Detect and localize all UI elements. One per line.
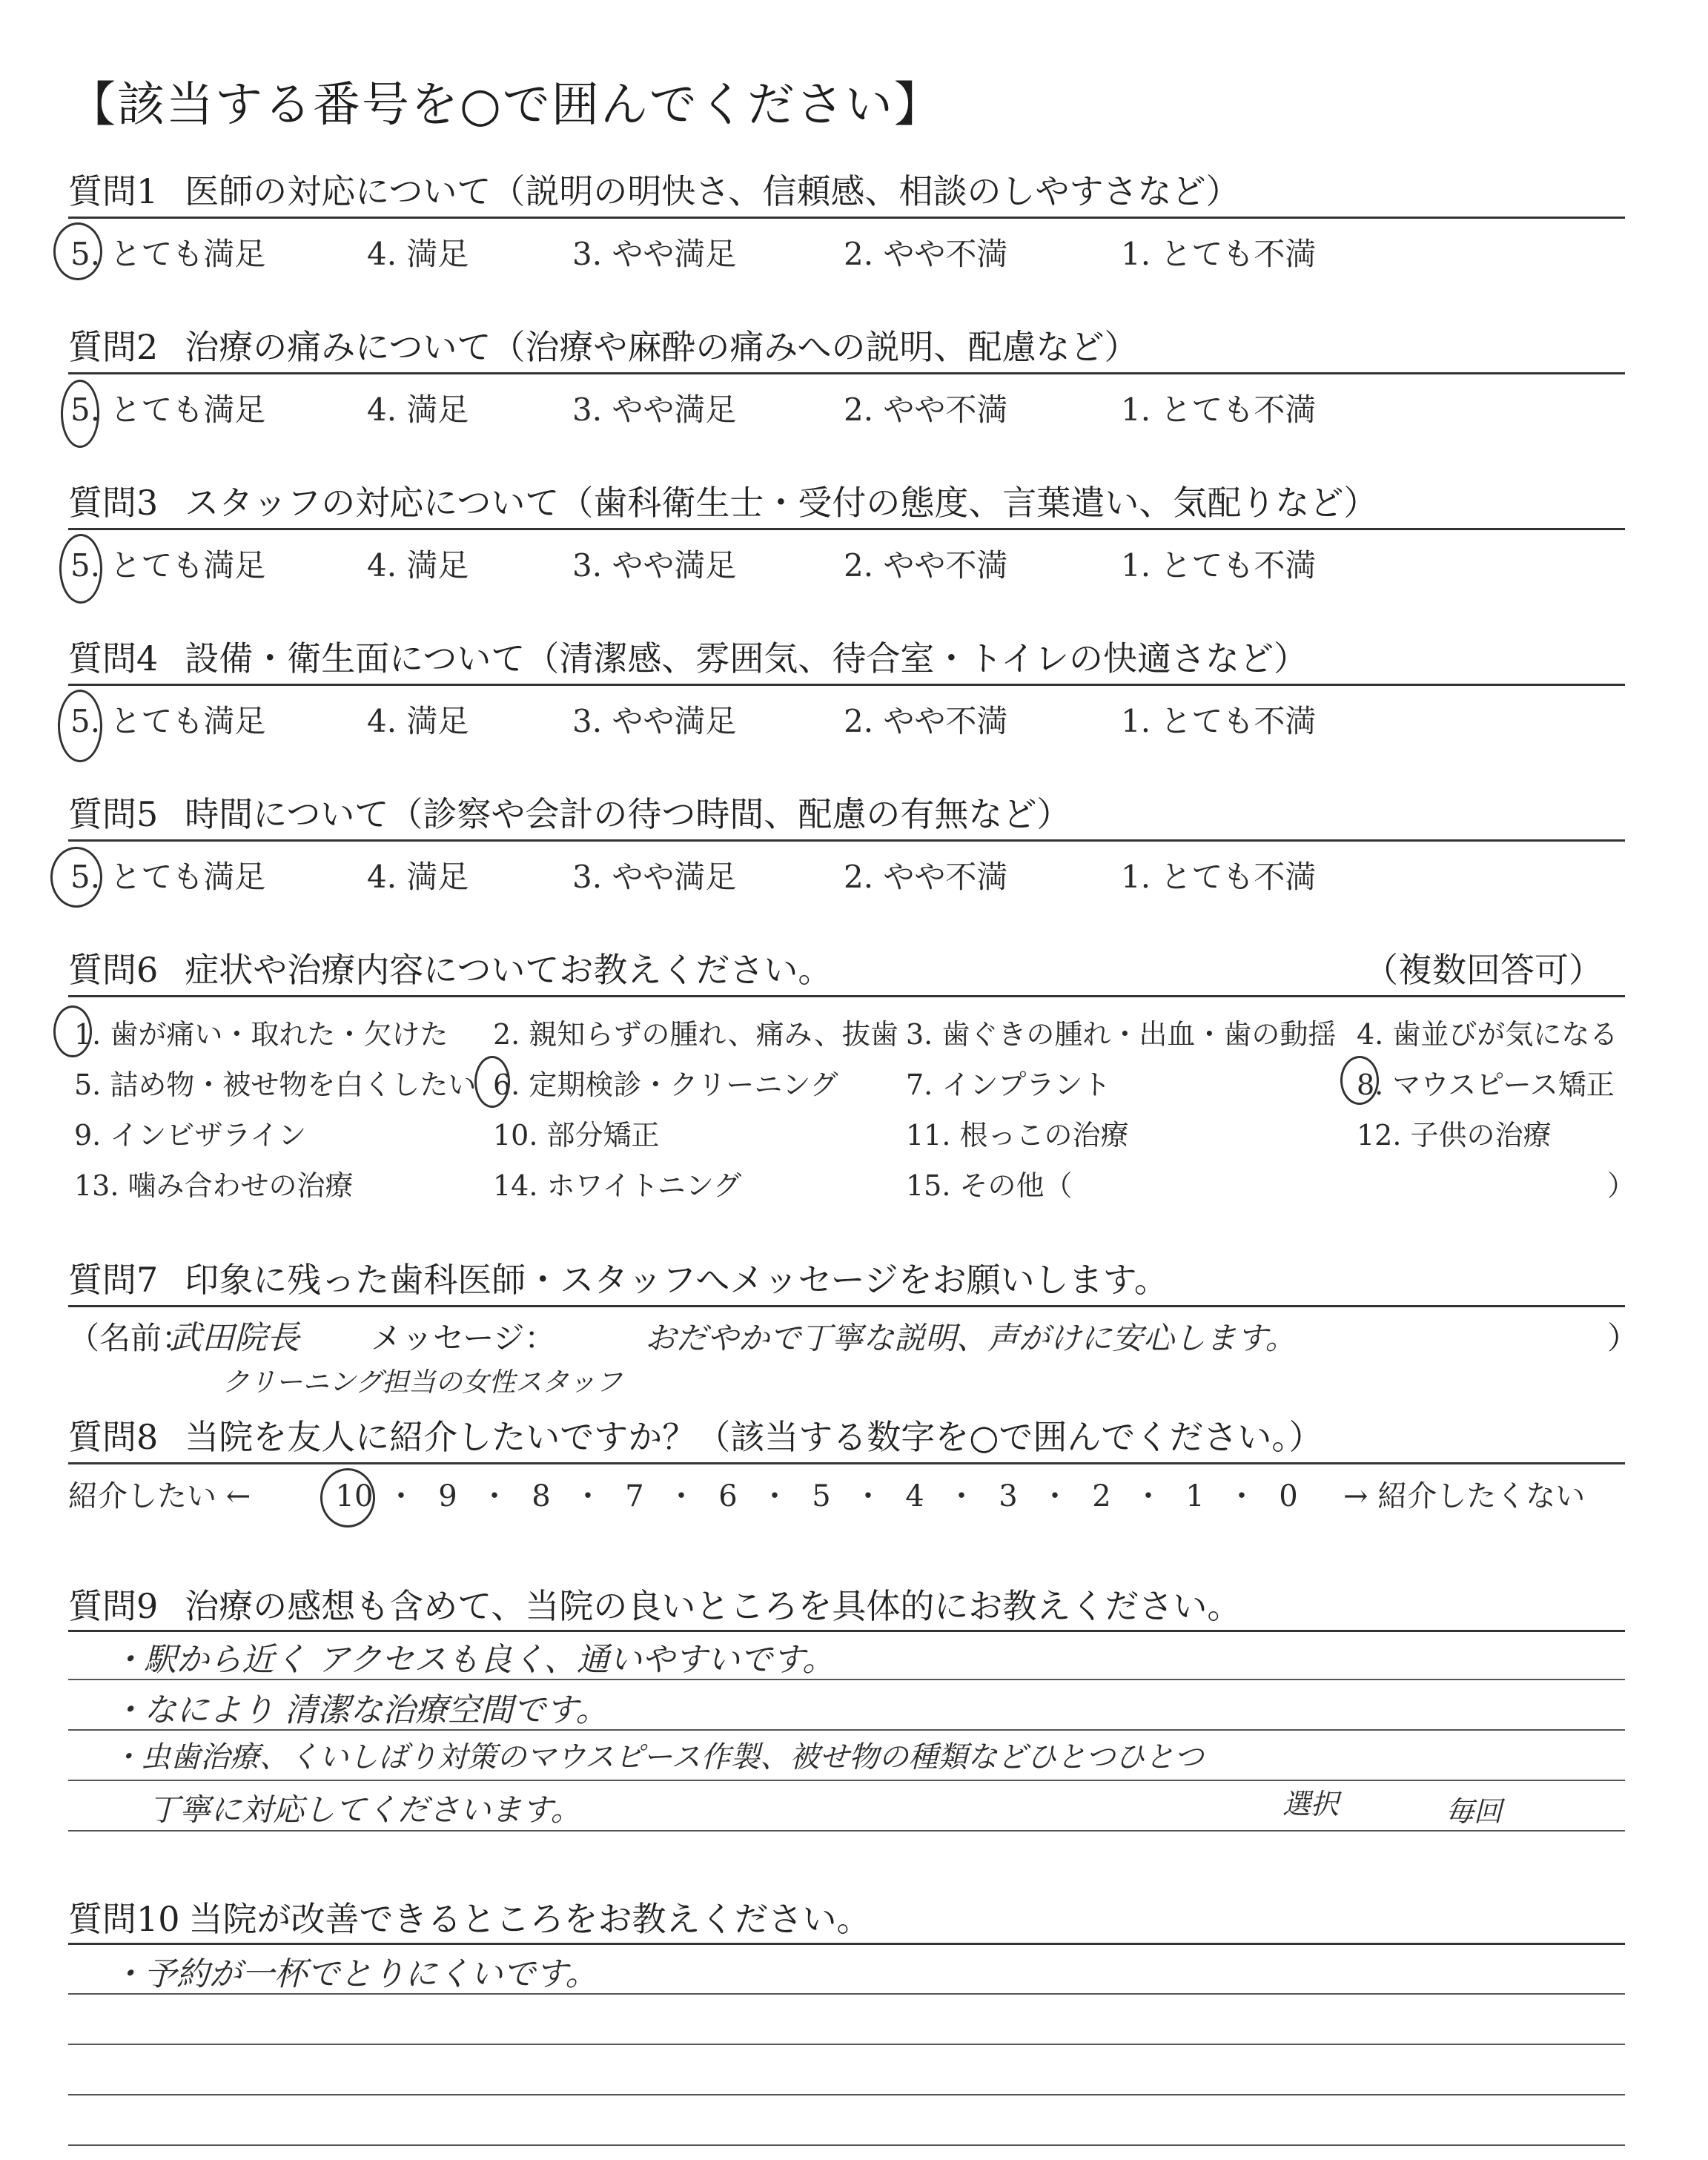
question-9-label: 質問9 bbox=[68, 1586, 159, 1626]
q8-left-label: 紹介したい ← bbox=[68, 1479, 251, 1513]
q8-separator: ・ bbox=[1227, 1479, 1257, 1513]
q3-selected-circle bbox=[59, 534, 102, 604]
q8-separator: ・ bbox=[1133, 1479, 1163, 1513]
question-9-text: 治療の感想も含めて、当院の良いところを具体的にお教えください。 bbox=[185, 1586, 1242, 1626]
q5-option-3[interactable]: 3. やや満足 bbox=[572, 859, 737, 895]
question-5-text: 時間について（診察や会計の待つ時間、配慮の有無など） bbox=[185, 794, 1071, 834]
question-8-label: 質問8 bbox=[68, 1417, 159, 1457]
q6-option-7[interactable]: 7. インプラント bbox=[906, 1069, 1111, 1101]
q6-option-5[interactable]: 5. 詰め物・被せ物を白くしたい bbox=[74, 1069, 477, 1101]
q8-separator: ・ bbox=[760, 1479, 790, 1513]
q2-option-4[interactable]: 4. 満足 bbox=[367, 392, 469, 428]
q10-line-rule-4 bbox=[68, 2144, 1625, 2146]
q8-value-4[interactable]: 4 bbox=[905, 1479, 924, 1513]
question-1-title bbox=[68, 165, 1240, 214]
question-2-rule bbox=[68, 372, 1625, 374]
q5-option-2[interactable]: 2. やや不満 bbox=[844, 859, 1008, 895]
question-4-text: 設備・衛生面について（清潔感、雰囲気、待合室・トイレの快適さなど） bbox=[185, 638, 1308, 678]
question-1-rule bbox=[68, 217, 1625, 219]
question-7-title bbox=[68, 1253, 1168, 1302]
q6-option-10[interactable]: 10. 部分矯正 bbox=[493, 1119, 660, 1152]
page-header: 【該当する番号を○で囲んでください】 bbox=[68, 78, 943, 133]
question-6-label: 質問6 bbox=[68, 950, 159, 990]
q6-option-9[interactable]: 9. インビザライン bbox=[74, 1119, 307, 1152]
question-5-label: 質問5 bbox=[68, 794, 159, 834]
question-10-label: 質問10 bbox=[68, 1899, 180, 1939]
question-1-label: 質問1 bbox=[68, 171, 159, 211]
q8-value-6[interactable]: 6 bbox=[718, 1479, 738, 1513]
question-7-text: 印象に残った歯科医師・スタッフへメッセージをお願いします。 bbox=[185, 1260, 1168, 1300]
q3-option-5[interactable]: 5. とても満足 bbox=[70, 547, 266, 584]
q8-separator: ・ bbox=[1040, 1479, 1070, 1513]
q4-selected-circle bbox=[58, 690, 102, 762]
q5-option-1[interactable]: 1. とても不満 bbox=[1121, 859, 1317, 895]
q5-selected-circle bbox=[50, 847, 102, 908]
q9-annotation-2: 毎回 bbox=[1446, 1795, 1503, 1828]
q6-option-12[interactable]: 12. 子供の治療 bbox=[1357, 1119, 1552, 1152]
q9-annotation-1: 選択 bbox=[1282, 1788, 1340, 1820]
q1-option-5[interactable]: 5. とても満足 bbox=[70, 236, 266, 272]
q4-option-3[interactable]: 3. やや満足 bbox=[572, 703, 737, 739]
question-3-title bbox=[68, 476, 1377, 525]
q1-option-1[interactable]: 1. とても不満 bbox=[1121, 236, 1317, 272]
q6-other-close: ） bbox=[1607, 1169, 1636, 1202]
q1-selected-circle bbox=[53, 222, 102, 280]
question-8-title bbox=[68, 1410, 1323, 1459]
q2-option-1[interactable]: 1. とても不満 bbox=[1121, 392, 1317, 428]
q2-option-2[interactable]: 2. やや不満 bbox=[844, 392, 1008, 428]
q7-message-value[interactable]: おだやかで丁寧な説明、声がけに安心します。 bbox=[645, 1320, 1297, 1356]
question-8-text: 当院を友人に紹介したいですか？（該当する数字を○で囲んでください。） bbox=[185, 1417, 1323, 1457]
q2-selected-circle bbox=[61, 380, 99, 448]
q10-line-rule-2 bbox=[68, 2044, 1625, 2045]
question-9-title bbox=[68, 1579, 1241, 1628]
q6-option-15[interactable]: 15. その他（ bbox=[906, 1169, 1073, 1202]
question-6-text: 症状や治療内容についてお教えください。 bbox=[185, 950, 833, 990]
q8-separator: ・ bbox=[480, 1479, 509, 1513]
q7-name-value-2[interactable]: クリーニング担当の女性スタッフ bbox=[222, 1367, 623, 1398]
q1-option-2[interactable]: 2. やや不満 bbox=[844, 236, 1008, 272]
q8-value-8[interactable]: 8 bbox=[532, 1479, 551, 1513]
question-2-label: 質問2 bbox=[68, 327, 159, 367]
q4-option-1[interactable]: 1. とても不満 bbox=[1121, 703, 1317, 739]
q6-option-14[interactable]: 14. ホワイトニング bbox=[493, 1169, 742, 1202]
q3-option-1[interactable]: 1. とても不満 bbox=[1121, 547, 1317, 584]
question-5-title bbox=[68, 787, 1070, 836]
question-7-label: 質問7 bbox=[68, 1260, 159, 1300]
q4-option-5[interactable]: 5. とても満足 bbox=[70, 703, 266, 739]
q9-answer-line-3[interactable]: ・虫歯治療、くいしばり対策のマウスピース作製、被せ物の種類などひとつひとつ bbox=[111, 1740, 1204, 1774]
question-10-text: 当院が改善できるところをお教えください。 bbox=[188, 1899, 871, 1939]
q8-value-3[interactable]: 3 bbox=[999, 1479, 1018, 1513]
question-3-label: 質問3 bbox=[68, 483, 159, 523]
q8-value-1[interactable]: 1 bbox=[1185, 1479, 1205, 1513]
question-8-rule bbox=[68, 1462, 1625, 1464]
q10-answer-line-1[interactable]: ・予約が一杯でとりにくいです。 bbox=[111, 1955, 598, 1993]
q8-value-0[interactable]: 0 bbox=[1279, 1479, 1298, 1513]
q8-value-9[interactable]: 9 bbox=[438, 1479, 457, 1513]
question-10-title bbox=[68, 1892, 871, 1941]
q3-option-3[interactable]: 3. やや満足 bbox=[572, 547, 737, 584]
question-2-title bbox=[68, 320, 1138, 369]
question-2-text: 治療の痛みについて（治療や麻酔の痛みへの説明、配慮など） bbox=[185, 327, 1139, 367]
q3-option-4[interactable]: 4. 満足 bbox=[367, 547, 469, 584]
q6-option-6[interactable]: 6. 定期検診・クリーニング bbox=[493, 1069, 838, 1101]
q6-option-1[interactable]: 1. 歯が痛い・取れた・欠けた bbox=[74, 1018, 448, 1051]
question-9-rule bbox=[68, 1630, 1625, 1632]
q8-separator: ・ bbox=[853, 1479, 883, 1513]
q5-option-5[interactable]: 5. とても満足 bbox=[70, 859, 266, 895]
q3-option-2[interactable]: 2. やや不満 bbox=[844, 547, 1008, 584]
question-3-text: スタッフの対応について（歯科衛生士・受付の態度、言葉遣い、気配りなど） bbox=[185, 483, 1378, 523]
q6-selected-circle-6 bbox=[474, 1056, 510, 1108]
q8-separator: ・ bbox=[573, 1479, 603, 1513]
question-6-rule bbox=[68, 995, 1625, 997]
q6-option-3[interactable]: 3. 歯ぐきの腫れ・出血・歯の動揺 bbox=[906, 1018, 1337, 1051]
q4-option-4[interactable]: 4. 満足 bbox=[367, 703, 469, 739]
q8-value-2[interactable]: 2 bbox=[1092, 1479, 1111, 1513]
q7-message-label: メッセージ： bbox=[371, 1320, 556, 1356]
q8-right-label: → 紹介したくない bbox=[1343, 1479, 1586, 1513]
q2-option-3[interactable]: 3. やや満足 bbox=[572, 392, 737, 428]
q9-answer-line-2[interactable]: ・なにより 清潔な治療空間です。 bbox=[111, 1691, 609, 1729]
q8-value-5[interactable]: 5 bbox=[812, 1479, 831, 1513]
q10-line-rule-3 bbox=[68, 2094, 1625, 2095]
q8-scale bbox=[334, 1473, 1309, 1515]
q6-option-4[interactable]: 4. 歯並びが気になる bbox=[1357, 1018, 1618, 1051]
q2-option-5[interactable]: 5. とても満足 bbox=[70, 392, 266, 428]
q8-selected-circle bbox=[320, 1468, 375, 1527]
q6-selected-circle-8 bbox=[1340, 1056, 1379, 1105]
question-4-label: 質問4 bbox=[68, 638, 159, 678]
q7-name-label: （名前： bbox=[68, 1320, 193, 1356]
q8-separator: ・ bbox=[386, 1479, 416, 1513]
q7-close-paren: ） bbox=[1607, 1320, 1639, 1356]
question-4-title bbox=[68, 632, 1308, 681]
question-6-title bbox=[68, 943, 832, 992]
q6-selected-circle-1 bbox=[53, 1005, 92, 1057]
q9-answer-line-1[interactable]: ・駅から近く アクセスも良く、通いやすいです。 bbox=[111, 1641, 835, 1679]
q7-name-value[interactable]: 武田院長 bbox=[169, 1319, 299, 1357]
question-5-rule bbox=[68, 839, 1625, 842]
question-4-rule bbox=[68, 684, 1625, 686]
q1-option-4[interactable]: 4. 満足 bbox=[367, 236, 469, 272]
q8-separator: ・ bbox=[666, 1479, 696, 1513]
q6-option-8[interactable]: 8. マウスピース矯正 bbox=[1357, 1069, 1615, 1101]
q5-option-4[interactable]: 4. 満足 bbox=[367, 859, 469, 895]
question-10-rule bbox=[68, 1943, 1625, 1945]
q6-option-13[interactable]: 13. 噛み合わせの治療 bbox=[74, 1169, 354, 1202]
q8-value-10[interactable]: 10 bbox=[335, 1479, 374, 1513]
q6-option-2[interactable]: 2. 親知らずの腫れ、痛み、抜歯 bbox=[493, 1018, 898, 1051]
q9-line-rule-4 bbox=[68, 1830, 1625, 1832]
q8-value-7[interactable]: 7 bbox=[625, 1479, 644, 1513]
question-7-rule bbox=[68, 1305, 1625, 1307]
question-3-rule bbox=[68, 528, 1625, 530]
q9-answer-line-4[interactable]: 丁寧に対応してくださいます。 bbox=[148, 1791, 582, 1828]
q6-option-11[interactable]: 11. 根っこの治療 bbox=[906, 1119, 1129, 1152]
q9-line-rule-3 bbox=[68, 1780, 1625, 1781]
q1-option-3[interactable]: 3. やや満足 bbox=[572, 236, 737, 272]
q8-separator: ・ bbox=[947, 1479, 976, 1513]
question-1-text: 医師の対応について（説明の明快さ、信頼感、相談のしやすさなど） bbox=[185, 171, 1240, 211]
q4-option-2[interactable]: 2. やや不満 bbox=[844, 703, 1008, 739]
question-6-note: （複数回答可） bbox=[1364, 950, 1603, 990]
